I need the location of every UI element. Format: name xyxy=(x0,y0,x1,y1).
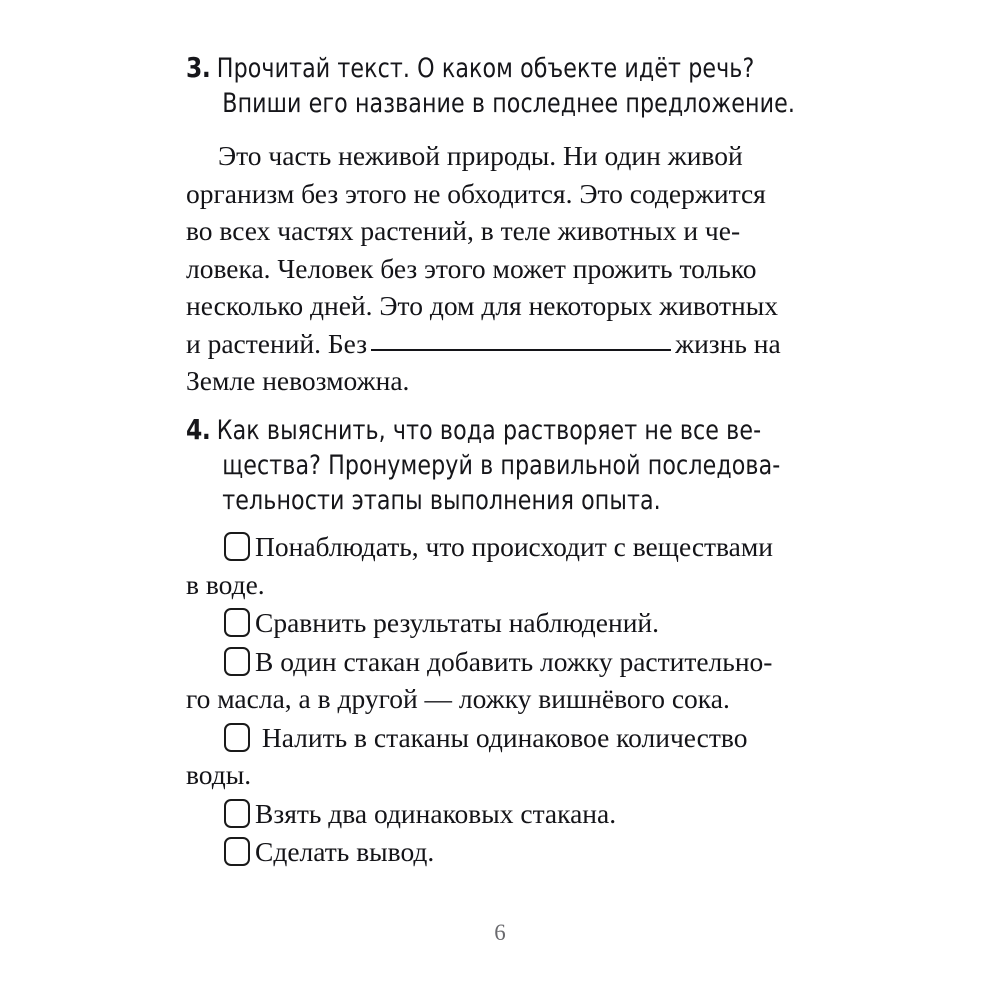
step-6-line-1: Сделать вывод. xyxy=(255,836,435,867)
exercise-4-prompt-line-3: тельности этапы выполнения опыта. xyxy=(222,485,661,516)
step-4-line-2: воды. xyxy=(186,759,252,790)
step-3-line-1: В один стакан добавить ложку растительно- xyxy=(255,645,773,677)
checkbox-step-4[interactable] xyxy=(224,723,250,752)
step-item-1 xyxy=(186,528,858,603)
exercise-4 xyxy=(186,412,856,518)
exercise-3-prompt-line-1: Прочитай текст. О каком объекте идёт речь? xyxy=(216,53,755,84)
step-item-6 xyxy=(186,833,858,871)
step-4-line-1: Налить в стаканы одинаковое количество xyxy=(255,721,748,753)
exercise-4-number: 4. xyxy=(186,413,211,446)
checkbox-step-6[interactable] xyxy=(224,837,250,866)
step-item-4 xyxy=(186,719,858,794)
step-1-line-1: Понаблюдать, что происходит с веществами xyxy=(255,531,774,562)
body-line-2: организм без этого не обходится. Это содержится xyxy=(186,177,766,209)
checkbox-step-1[interactable] xyxy=(224,532,250,561)
body-line-6-suffix: жизнь на xyxy=(675,327,781,359)
step-5-line-1: Взять два одинаковых стакана. xyxy=(255,797,617,829)
body-line-1: Это часть неживой природы. Ни один живой xyxy=(218,140,743,171)
step-1-line-2: в воде. xyxy=(186,568,265,600)
exercise-3 xyxy=(186,50,856,400)
page-number: 6 xyxy=(494,920,506,945)
exercise-3-body xyxy=(186,137,856,400)
exercise-4-prompt-line-2: щества? Пронумеруй в правильной последова- xyxy=(222,450,781,481)
step-list xyxy=(186,528,858,871)
body-line-6-prefix: и растений. Без xyxy=(186,327,368,359)
checkbox-step-5[interactable] xyxy=(224,799,250,828)
exercise-3-prompt-line-2: Впиши его название в последнее предложение. xyxy=(222,88,796,119)
exercise-3-prompt xyxy=(186,50,855,121)
checkbox-step-2[interactable] xyxy=(224,608,250,637)
body-line-5: несколько дней. Это дом для некоторых животных xyxy=(186,290,778,321)
exercise-4-prompt-line-1: Как выяснить, что вода растворяет не все ве- xyxy=(216,415,762,446)
exercise-3-number: 3. xyxy=(186,51,211,84)
step-item-3 xyxy=(186,643,858,718)
body-line-7: Земле невозможна. xyxy=(186,365,410,396)
fill-in-blank[interactable] xyxy=(371,349,671,351)
checkbox-step-3[interactable] xyxy=(224,647,250,676)
step-2-line-1: Сравнить результаты наблюдений. xyxy=(255,607,660,638)
exercise-4-prompt xyxy=(186,412,855,518)
body-line-4: ловека. Человек без этого может прожить только xyxy=(186,252,757,284)
step-item-5 xyxy=(186,795,858,833)
step-item-2 xyxy=(186,604,858,642)
body-line-3: во всех частях растений, в теле животных и че- xyxy=(186,215,741,246)
step-3-line-2: го масла, а в другой — ложку вишнёвого сока. xyxy=(186,683,730,714)
